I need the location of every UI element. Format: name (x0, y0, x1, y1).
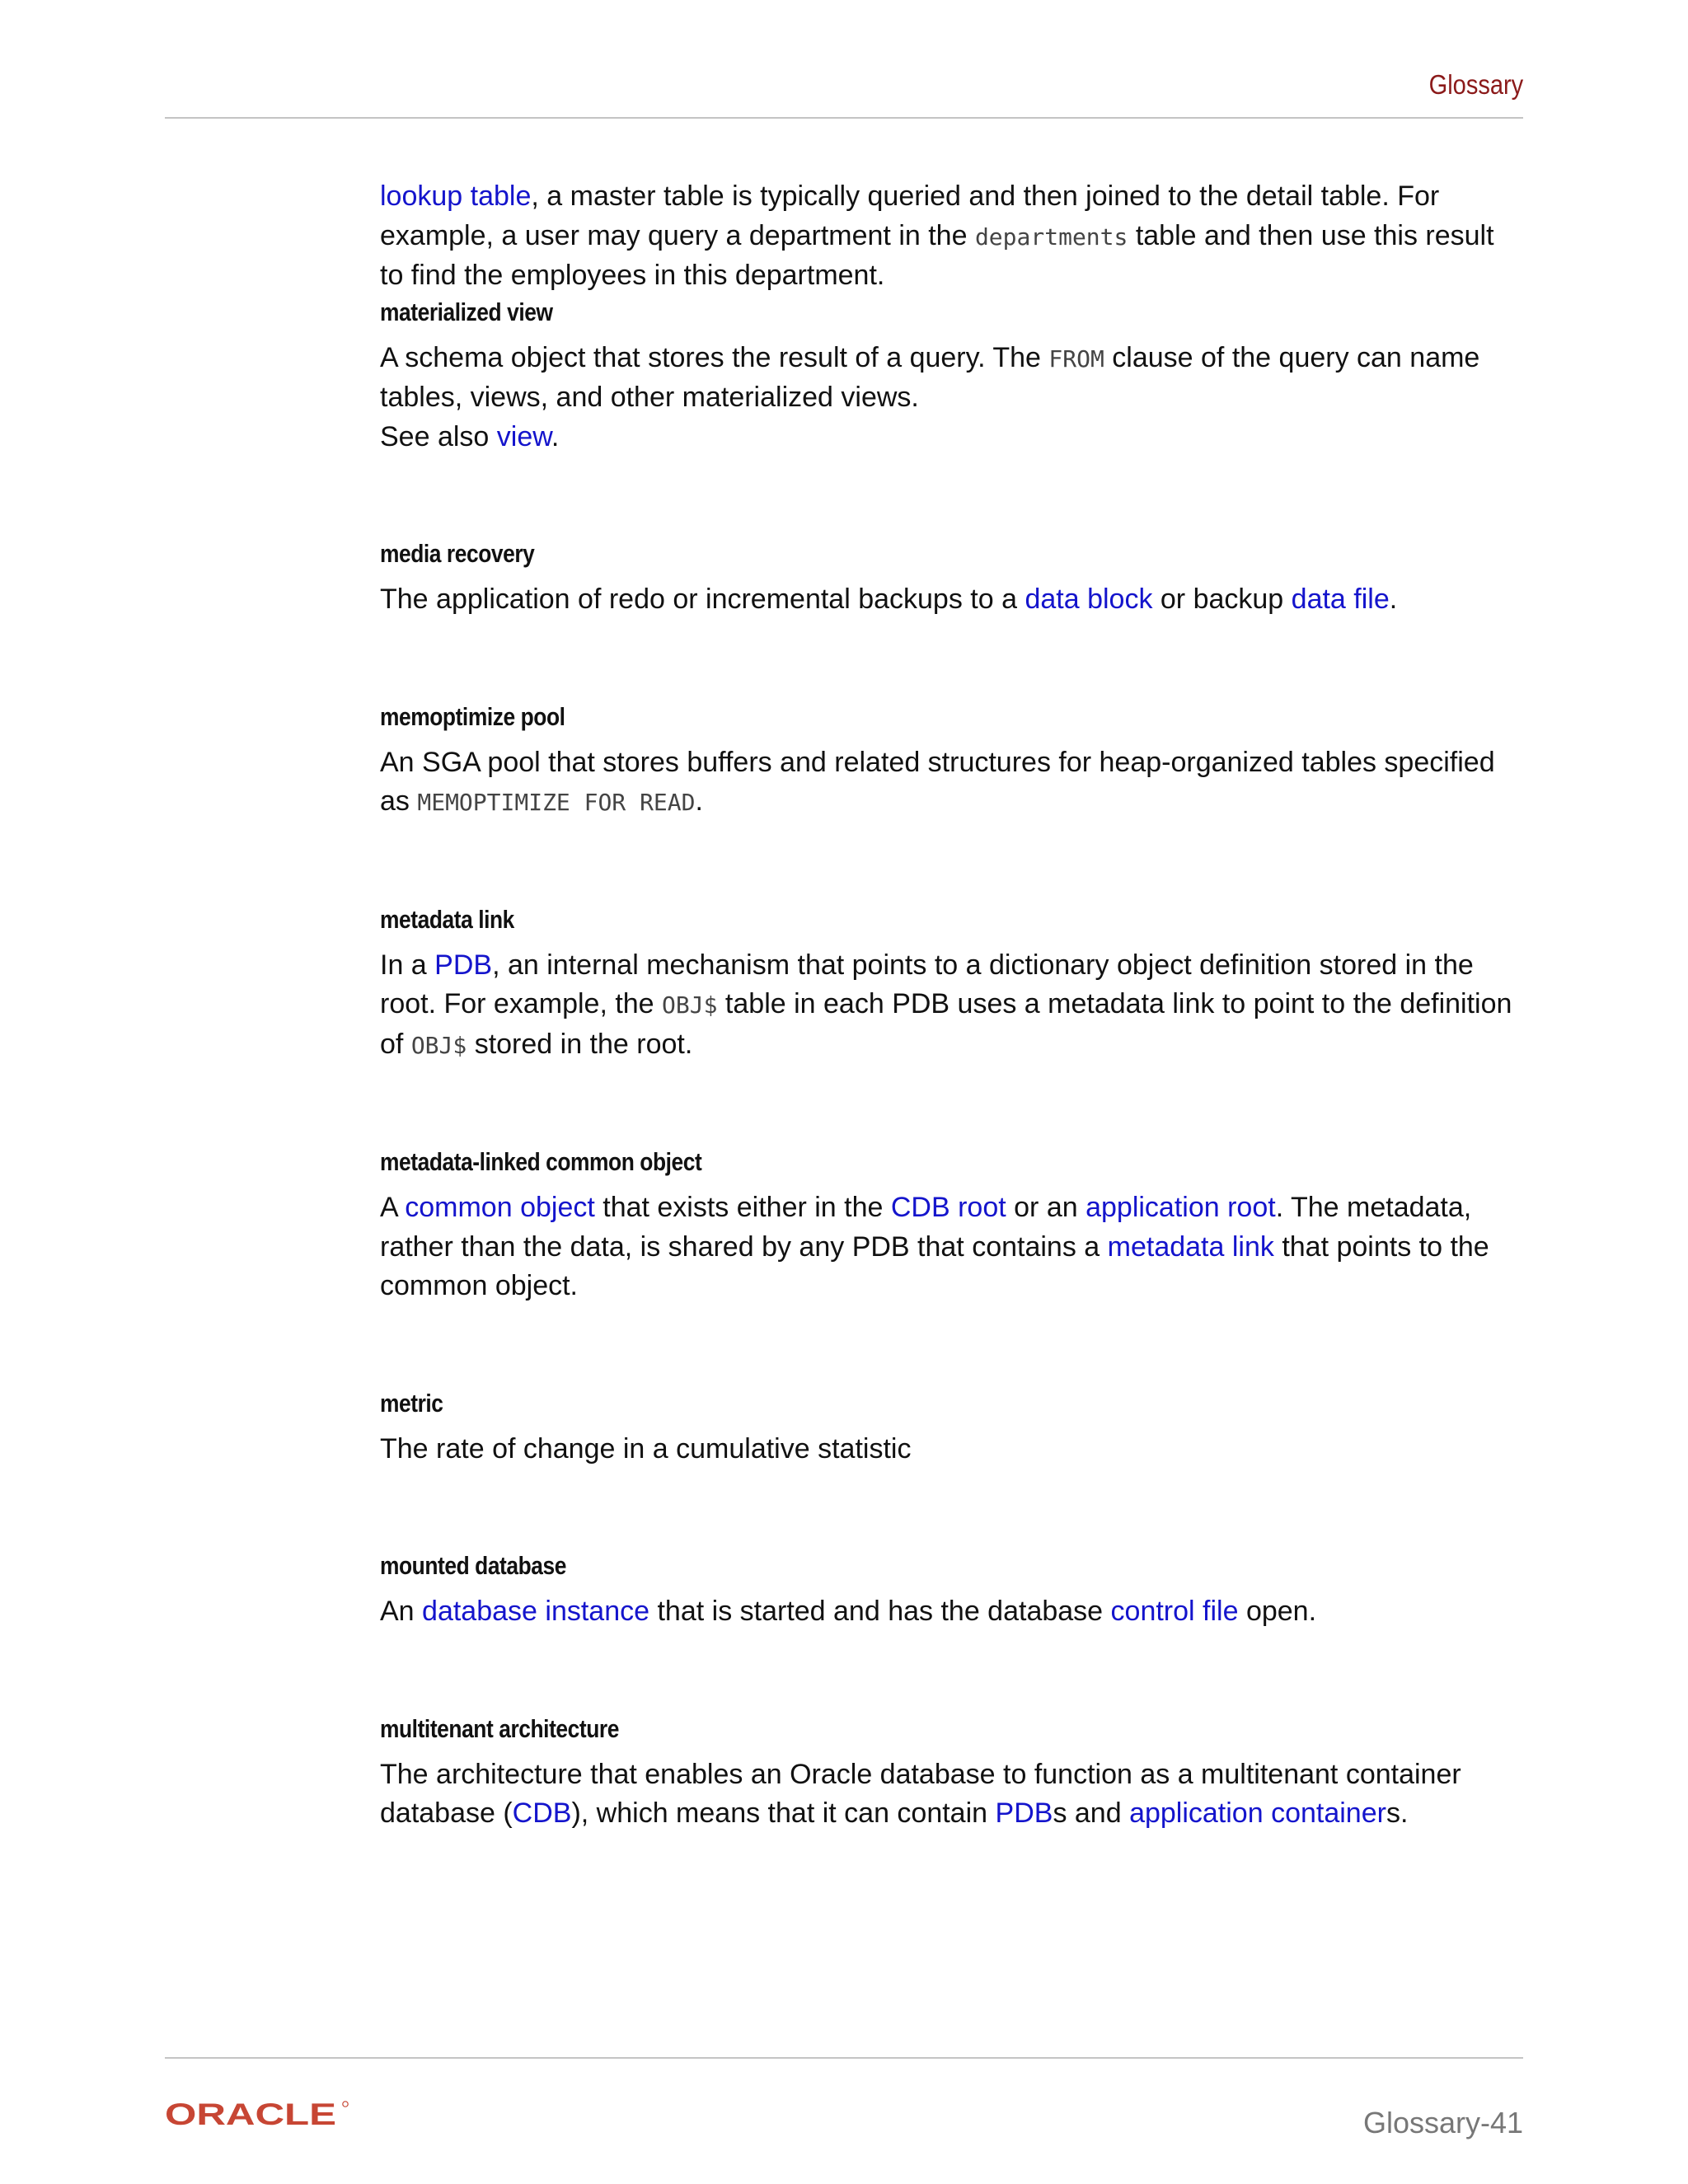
running-header-title: Glossary (1428, 69, 1523, 100)
see-also-line: See also view. (380, 420, 560, 452)
glossary-entry-multitenant-architecture (380, 1713, 1523, 1834)
link-application-container[interactable]: application container (1129, 1797, 1386, 1829)
link-pdb-plural[interactable]: PDB (995, 1797, 1053, 1829)
link-metadata-link[interactable]: metadata link (1107, 1230, 1274, 1263)
glossary-definition: The rate of change in a cumulative statistic (380, 1432, 912, 1465)
link-cdb[interactable]: CDB (512, 1797, 572, 1829)
glossary-term: memoptimize pool (380, 701, 565, 731)
glossary-definition: A schema object that stores the result of a query. The FROM clause of the query can name tables, views, and other materialized views. (380, 341, 1480, 413)
glossary-entry-metadata-link (380, 903, 1523, 1066)
glossary-entry-media-recovery (380, 537, 1523, 620)
glossary-definition: The architecture that enables an Oracle database to function as a multitenant container database (CDB), which means that it can contain PDBs and application containers. (380, 1758, 1461, 1829)
glossary-entry-mounted-database (380, 1549, 1523, 1632)
glossary-term: materialized view (380, 297, 553, 326)
oracle-logo-wordmark: ORACLE (165, 2100, 336, 2130)
glossary-entry-materialized-view (380, 296, 1523, 457)
glossary-term: metadata link (380, 904, 514, 934)
glossary-content (380, 177, 1523, 1915)
oracle-logo (165, 2100, 351, 2130)
glossary-entry-memoptimize-pool (380, 701, 1523, 823)
link-pdb[interactable]: PDB (434, 949, 493, 981)
glossary-term: multitenant architecture (380, 1713, 619, 1743)
glossary-definition: An SGA pool that stores buffers and related structures for heap-organized tables specified as MEMOPTIMIZE FOR READ. (380, 746, 1495, 817)
glossary-term: metadata-linked common object (380, 1147, 702, 1176)
code-obj: OBJ$ (410, 1031, 467, 1059)
glossary-term: media recovery (380, 539, 535, 568)
link-database-instance[interactable]: database instance (422, 1596, 650, 1627)
registered-mark-icon (343, 2102, 348, 2107)
footer-rule (165, 2057, 1523, 2059)
glossary-definition: An database instance that is started and has the database control file open. (380, 1596, 1317, 1627)
code-from: FROM (1048, 344, 1104, 373)
glossary-definition: The application of redo or incremental backups to a data block or backup data file. (380, 583, 1398, 615)
code-departments: departments (974, 223, 1128, 251)
code-memoptimize-for-read: MEMOPTIMIZE FOR READ (417, 789, 696, 816)
glossary-definition: In a PDB, an internal mechanism that points to a dictionary object definition stored in the root. For example, the OBJ$ table in each PDB uses a metadata link to point to the definition of OBJ$ stored in the root. (380, 949, 1512, 1060)
link-cdb-root[interactable]: CDB root (890, 1192, 1006, 1223)
glossary-term: metric (380, 1388, 443, 1418)
glossary-definition: A common object that exists either in the CDB root or an application root. The metadata, rather than the data, is shared by any PDB that contains a metadata link that points to the common object. (380, 1192, 1489, 1301)
glossary-term: mounted database (380, 1551, 567, 1580)
code-obj: OBJ$ (662, 991, 718, 1019)
link-lookup-table[interactable]: lookup table (380, 180, 532, 212)
link-data-file[interactable]: data file (1291, 583, 1390, 615)
link-data-block[interactable]: data block (1025, 583, 1153, 615)
header-rule (165, 117, 1523, 119)
intro-paragraph: lookup table, a master table is typically queried and then joined to the detail table. For example, a user may query a department in the departments table and then use this result to find the employees in this department. (380, 180, 1494, 291)
link-view[interactable]: view (496, 420, 551, 452)
glossary-entry-metric (380, 1387, 1523, 1469)
link-common-object[interactable]: common object (405, 1192, 595, 1223)
glossary-entry-metadata-linked-common-object (380, 1146, 1523, 1306)
link-control-file[interactable]: control file (1110, 1596, 1239, 1627)
link-application-root[interactable]: application root (1085, 1192, 1276, 1223)
page-number: Glossary-41 (1362, 2106, 1523, 2139)
